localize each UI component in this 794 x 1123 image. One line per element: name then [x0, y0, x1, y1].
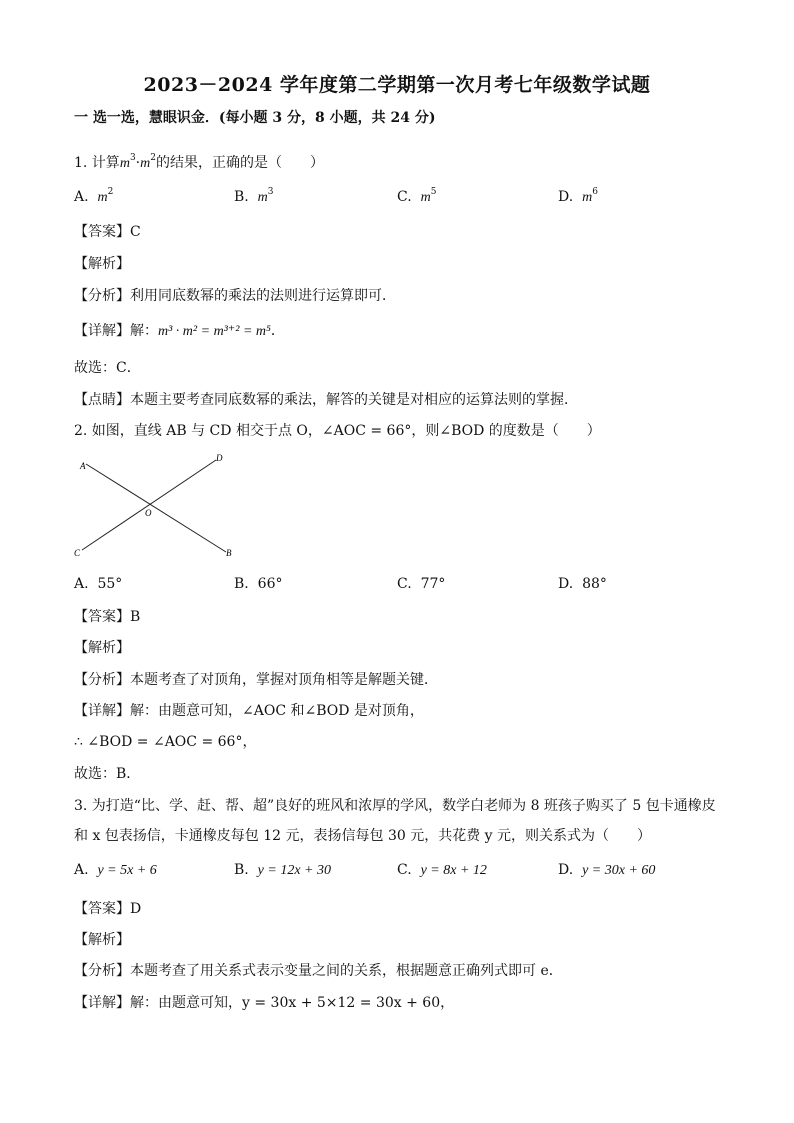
- q2-answer: 【答案】B: [74, 609, 141, 625]
- q1-option-a[interactable]: [74, 187, 113, 206]
- point-label-o: O: [145, 508, 152, 518]
- question-1-stem: [74, 148, 324, 174]
- option-base: m: [257, 190, 268, 205]
- q1-detail: [74, 321, 285, 342]
- q3-analysis-tag: 【解析】: [74, 932, 130, 948]
- intersecting-lines-figure: [70, 452, 240, 562]
- question-1-options: [74, 187, 734, 209]
- option-base: m: [420, 190, 431, 205]
- q3-option-d[interactable]: [558, 862, 655, 879]
- option-value: y = 8x + 12: [420, 863, 487, 878]
- option-label: B.: [234, 576, 249, 592]
- q3-option-a[interactable]: [74, 862, 157, 879]
- q1-dianjing: 【点睛】本题主要考查同底数幂的乘法，解答的关键是对相应的运算法则的掌握．: [74, 392, 578, 408]
- point-label-d: D: [216, 453, 223, 463]
- option-label: A.: [74, 862, 89, 878]
- q1-detail-pre: 【详解】解：: [74, 323, 158, 339]
- q1-stem-pre: 1. 计算: [74, 155, 120, 171]
- q3-option-b[interactable]: [234, 862, 331, 879]
- option-value: y = 5x + 6: [97, 863, 157, 878]
- q3-detail: 【详解】解：由题意可知，y = 30x + 5×12 = 30x + 60，: [74, 995, 455, 1011]
- question-3-stem-line2: 和 x 包表扬信，卡通橡皮每包 12 元，表扬信每包 30 元，共花费 y 元，则关系式为（ ）: [74, 828, 652, 844]
- q1-exp3: 3: [129, 153, 136, 163]
- option-label: C.: [397, 862, 412, 878]
- option-label: B.: [234, 862, 249, 878]
- q2-detail: 【详解】解：由题意可知，∠AOC 和∠BOD 是对顶角，: [74, 703, 424, 719]
- option-value: 77°: [420, 576, 446, 592]
- q1-option-b[interactable]: [234, 187, 274, 206]
- q1-option-d[interactable]: [558, 187, 598, 206]
- question-2-stem: 2. 如图，直线 AB 与 CD 相交于点 O，∠AOC = 66°，则∠BOD 的度数是（ ）: [74, 423, 601, 439]
- option-label: D.: [558, 576, 574, 592]
- q2-therefore: ∴ ∠BOD = ∠AOC = 66°，: [74, 734, 257, 750]
- q1-detail-post: ．: [270, 323, 285, 339]
- q1-dot: ·: [135, 155, 141, 171]
- option-value: y = 30x + 60: [582, 863, 656, 878]
- option-label: A.: [74, 576, 89, 592]
- q1-exp2: 2: [150, 153, 156, 163]
- section-heading: 一 选一选，慧眼识金．(每小题 3 分，8 小题，共 24 分): [74, 110, 436, 126]
- option-exp: 5: [430, 187, 437, 197]
- q1-fenxi: 【分析】利用同底数幂的乘法的法则进行运算即可．: [74, 288, 396, 304]
- q2-choose: 故选：B．: [74, 766, 141, 782]
- option-exp: 6: [592, 187, 598, 197]
- q1-detail-math: m³ · m² = m³⁺² = m⁵: [158, 324, 271, 339]
- q2-option-d[interactable]: [558, 576, 607, 592]
- option-exp: 2: [107, 187, 114, 197]
- point-label-c: C: [74, 548, 81, 558]
- q1-option-c[interactable]: [397, 187, 436, 206]
- q2-analysis-tag: 【解析】: [74, 640, 130, 656]
- q1-stem-post: 的结果，正确的是（ ）: [155, 155, 324, 171]
- option-value: 88°: [582, 576, 607, 592]
- q2-option-c[interactable]: [397, 576, 445, 592]
- question-3-stem-line1: 3. 为打造“比、学、赶、帮、超”良好的班风和浓厚的学风，数学白老师为 8 班孩子购买了 5 包卡通橡皮: [74, 798, 716, 814]
- option-label: D.: [558, 862, 574, 878]
- line-cd: [82, 460, 216, 550]
- point-label-b: B: [226, 548, 232, 558]
- q1-analysis-tag: 【解析】: [74, 256, 130, 272]
- question-3-options: [74, 862, 734, 884]
- option-label: B.: [234, 189, 249, 205]
- q2-option-a[interactable]: [74, 576, 122, 592]
- option-label: C.: [397, 189, 412, 205]
- point-label-a: A: [80, 461, 86, 471]
- q3-fenxi: 【分析】本题考查了用关系式表示变量之间的关系，根据题意正确列式即可 e．: [74, 963, 563, 979]
- q1-expr-m1: m: [119, 156, 130, 171]
- option-label: D.: [558, 189, 574, 205]
- option-value: 66°: [257, 576, 283, 592]
- option-label: A.: [74, 189, 89, 205]
- option-exp: 3: [267, 187, 274, 197]
- q3-answer: 【答案】D: [74, 901, 142, 917]
- line-ab: [86, 464, 226, 552]
- q1-expr-m2: m: [140, 156, 151, 171]
- q3-option-c[interactable]: [397, 862, 487, 879]
- q1-answer: 【答案】C: [74, 224, 141, 240]
- q2-fenxi: 【分析】本题考查了对顶角，掌握对顶角相等是解题关键．: [74, 672, 438, 688]
- q1-choose: 故选：C．: [74, 360, 141, 376]
- option-base: m: [582, 190, 593, 205]
- option-value: y = 12x + 30: [257, 863, 331, 878]
- option-base: m: [97, 190, 108, 205]
- option-value: 55°: [97, 576, 123, 592]
- question-2-options: [74, 576, 734, 598]
- q2-option-b[interactable]: [234, 576, 282, 592]
- option-label: C.: [397, 576, 412, 592]
- page-title: 2023－2024 学年度第二学期第一次月考七年级数学试题: [143, 74, 651, 96]
